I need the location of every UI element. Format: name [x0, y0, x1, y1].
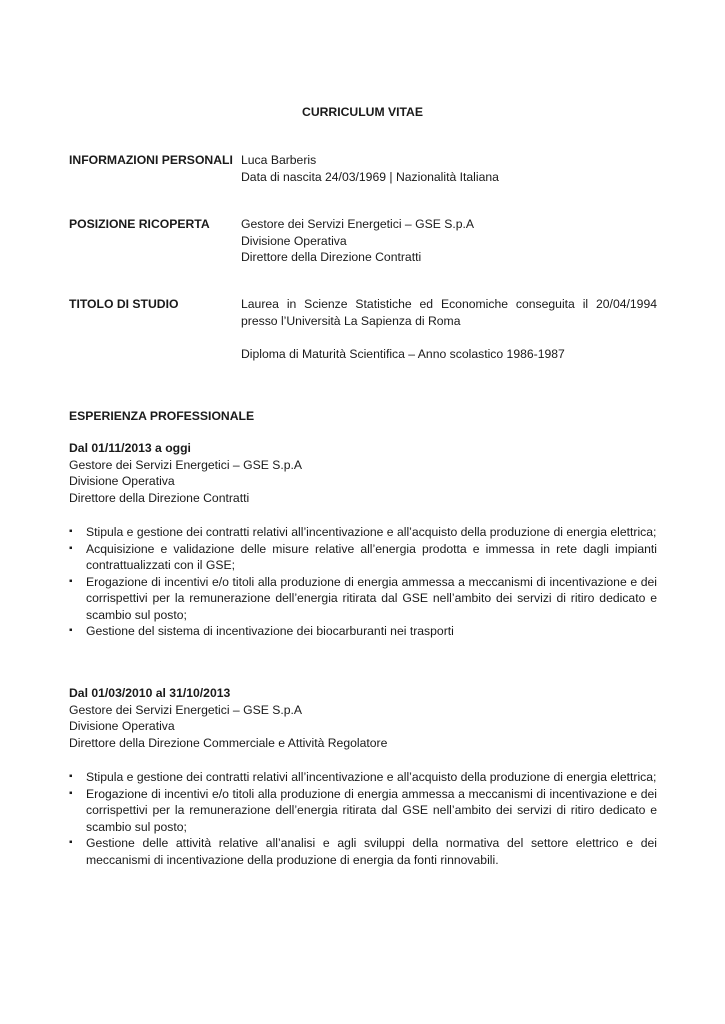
- position-line: Direttore della Direzione Contratti: [241, 250, 422, 264]
- job-line: Gestore dei Servizi Energetici – GSE S.p.A: [69, 457, 303, 472]
- job-line: Gestore dei Servizi Energetici – GSE S.p.A: [69, 702, 303, 717]
- job-period: Dal 01/11/2013 a oggi: [69, 441, 191, 455]
- list-item: ▪ Erogazione di incentivi e/o titoli alla produzione di energia ammessa a meccanismi di incentivazione e dei corrispettivi per la remunerazione dell’energia ritirata dal GSE nell’ambito dei servizi di ritiro dedicato e scambio sul posto;: [69, 786, 657, 836]
- job-period: Dal 01/03/2010 al 31/10/2013: [69, 686, 231, 700]
- job-2-duties-list: [69, 769, 657, 868]
- job-line: Divisione Operativa: [69, 719, 175, 733]
- education-content: [241, 296, 657, 362]
- education-diploma: Diploma di Maturità Scientifica – Anno scolastico 1986-1987: [241, 346, 565, 361]
- person-name: Luca Barberis: [241, 153, 317, 167]
- list-item: ▪ Stipula e gestione dei contratti relativi all’incentivazione e all’acquisto della produzione di energia elettrica;: [69, 524, 657, 541]
- position-content: [241, 216, 657, 266]
- document-title: CURRICULUM VITAE: [302, 105, 423, 119]
- education-label: TITOLO DI STUDIO: [69, 297, 179, 311]
- list-item: ▪ Erogazione di incentivi e/o titoli alla produzione di energia ammessa a meccanismi di incentivazione e dei corrispettivi per la remunerazione dell’energia ritirata dal GSE nell’ambito dei servizi di ritiro dedicato e scambio sul posto;: [69, 574, 657, 624]
- personal-info-label: INFORMAZIONI PERSONALI: [69, 153, 233, 167]
- job-line: Direttore della Direzione Contratti: [69, 490, 250, 505]
- job-line: Divisione Operativa: [69, 474, 175, 488]
- personal-info-content: [241, 152, 657, 185]
- job-entry-2: [69, 685, 657, 751]
- experience-heading: ESPERIENZA PROFESSIONALE: [69, 409, 255, 423]
- job-1-duties-list: [69, 524, 657, 640]
- job-entry-1: [69, 440, 657, 506]
- education-degree: Laurea in Scienze Statistiche ed Economiche conseguita il 20/04/1994 presso l’Università La Sapienza di Roma: [241, 297, 657, 328]
- list-item: ▪ Gestione delle attività relative all’analisi e agli sviluppi della normativa del settore elettrico e dei meccanismi di incentivazione della produzione di energia da fonti rinnovabili.: [69, 835, 657, 868]
- person-details: Data di nascita 24/03/1969 | Nazionalità Italiana: [241, 169, 499, 184]
- position-line: Divisione Operativa: [241, 233, 347, 248]
- job-line: Direttore della Direzione Commerciale e Attività Regolatore: [69, 735, 388, 750]
- position-label: POSIZIONE RICOPERTA: [69, 217, 210, 231]
- list-item: ▪ Stipula e gestione dei contratti relativi all’incentivazione e all’acquisto della produzione di energia elettrica;: [69, 769, 657, 786]
- position-line: Gestore dei Servizi Energetici – GSE S.p.A: [241, 217, 475, 231]
- list-item: ▪ Acquisizione e validazione delle misure relative all’energia prodotta e immessa in rete dagli impianti contrattualizzati con il GSE;: [69, 541, 657, 574]
- list-item: ▪ Gestione del sistema di incentivazione dei biocarburanti nei trasporti: [69, 623, 657, 640]
